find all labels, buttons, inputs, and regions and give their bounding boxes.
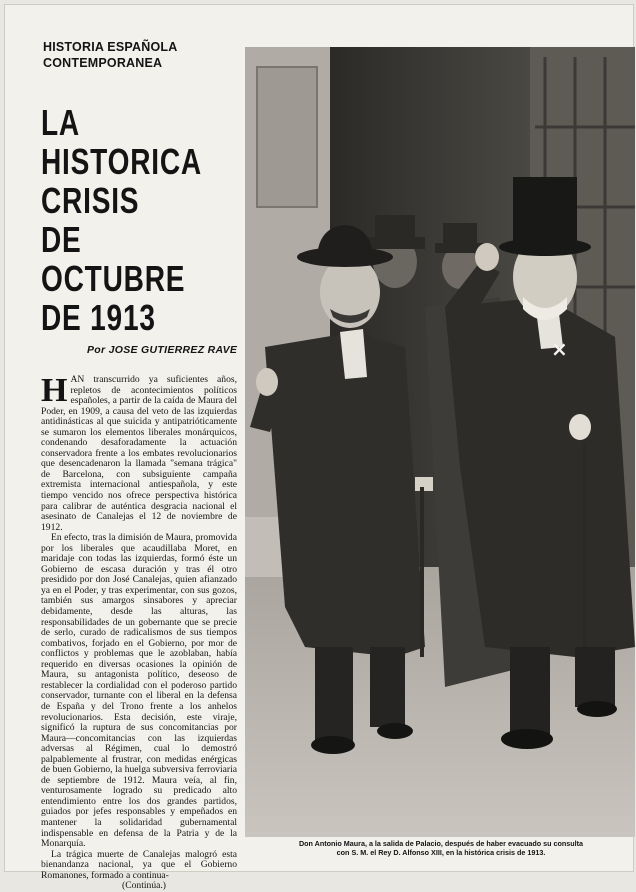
paragraph-2: En efecto, tras la dimisión de Maura, promovida por los liberales que acaudillaba Moret, en maridaje con todas las izquierdas, formó éste un Gobierno de escasa duración y tras él otro presidido por don José Canalejas, quien afianzado ya en el Poder, y tras experimentar, con sus gozos, también sus amargos sinsabores y apreciar debidamente, desde las alturas, las responsabilidades de un gobernante que se precie de serlo, curado de radicalismos de sus tiempos combativos, forjado en el Gobierno, por mor de conflictos y problemas que le azoblaban, había requerido en diversas ocasiones la opinión de Maura, su antagonista político, deseoso de restablecer la cordialidad con el poderoso partido conservador, turnante con el liberal en la defensa de España y del Trono frente a los anhelos revolucionarios. Esta decisión, este viraje, significó la ruptura de sus concomitancias por Maura—concomitancias con las izquierdas adversas al Régimen, cual lo demostró palpablemente al frustrar, con medidas enérgicas de buen Gobierno, la huelga subversiva ferroviaria de septiembre de 1912. Maura veía, al fin, venturosamente logrado su predicado alto entendimiento entre los dos grandes partidos, guiados por jefes responsables y empeñados en mantener la solidaridad gubernamental indispensable en defensa de la Patria y de la Monarquía. [41, 532, 237, 850]
photo-illustration [245, 47, 635, 837]
kicker-line-2: CONTEMPORANEA [43, 56, 163, 70]
caption-line-1: Don Antonio Maura, a la salida de Palacio, después de haber evacuado su consulta [298, 839, 584, 848]
headline-line-3: CRISIS [41, 180, 140, 221]
section-kicker [43, 39, 177, 71]
article-headline [41, 102, 202, 338]
caption-line-2: con S. M. el Rey D. Alfonso XIII, en la histórica crisis de 1913. [336, 848, 546, 857]
drop-cap: H [41, 372, 68, 409]
headline-line-2: HISTORICA [41, 141, 202, 182]
paragraph-1 [41, 372, 237, 533]
magazine-page [4, 4, 634, 892]
article-body [41, 372, 237, 892]
byline: Por JOSE GUTIERREZ RAVE [87, 344, 238, 356]
headline-line-5: OCTUBRE [41, 258, 186, 299]
kicker-line-1: HISTORIA ESPAÑOLA [43, 40, 178, 54]
historical-photo [245, 47, 635, 837]
headline-line-1: LA [41, 102, 80, 143]
headline-line-6: DE 1913 [41, 297, 156, 338]
paragraph-3: La trágica muerte de Canalejas malogró esta bienandanza nacional, ya que el Gobierno Romanones, formado a continua- [41, 848, 237, 881]
photo-caption [255, 839, 627, 857]
headline-line-4: DE [41, 219, 82, 260]
paragraph-1-text: AN transcurrido ya suficientes años, repletos de acontecimientos políticos españoles, a partir de la caída de Maura del Poder, en 1909, a causa del veto de las izquierdas antidinásticas al que suicida y antipatrióticamente se sumaron los elementos liberales monárquicos, condenando desaforadamente la actuación conservadora frente a los embates revolucionarios que desencadenaron la llamada "semana trágica" de Barcelona, con subsiguiente campaña extremista internacional antiespañola, y este tiempo vencido nos ofrece perspectiva histórica para calibrar de auténtica desgracia nacional el asesinato de Canalejas el 12 de noviembre de 1912. [41, 374, 237, 533]
photo-x-marker: × [551, 337, 568, 361]
continued-note: (Continúa.) [122, 880, 166, 892]
